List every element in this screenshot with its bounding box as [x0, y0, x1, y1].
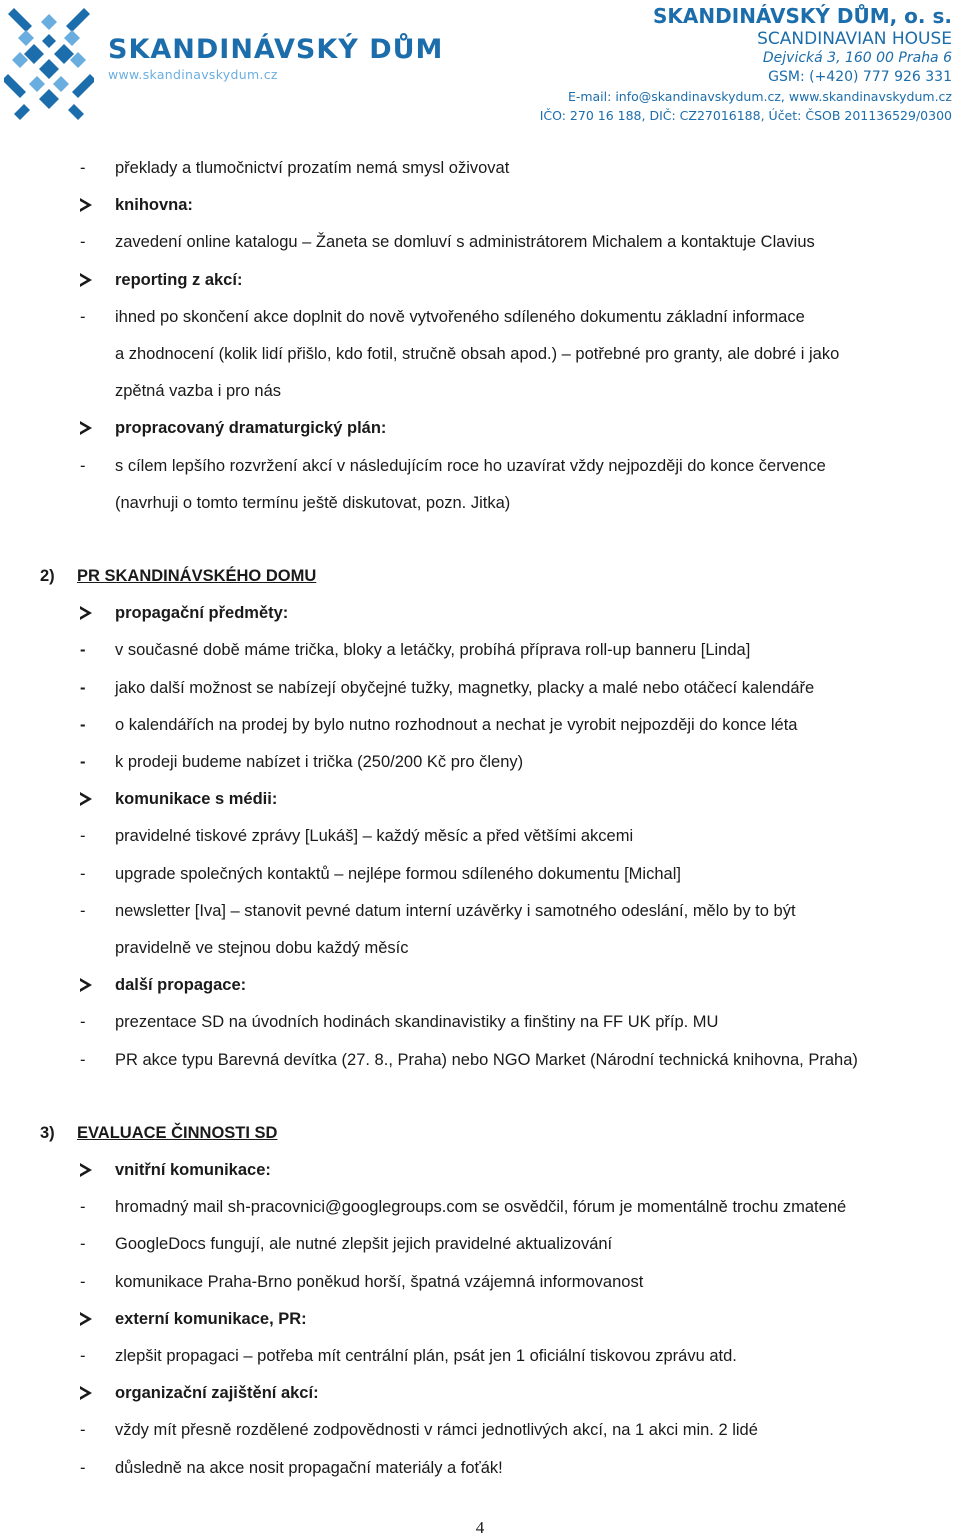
org-phone: GSM: (+420) 777 926 331 — [768, 69, 952, 85]
brand-block — [108, 34, 443, 82]
subheading-text: reporting z akcí: — [115, 270, 243, 289]
item-text: zavedení online katalogu – Žaneta se domluví s administrátorem Michalem a kontaktuje Clavius — [115, 233, 815, 252]
section-heading — [40, 1121, 277, 1145]
brand-website: www.skandinavskydum.cz — [108, 67, 278, 82]
item-text: upgrade společných kontaktů – nejlépe formou sdíleného dokumentu [Michal] — [115, 864, 681, 883]
item-text: zlepšit propagaci – potřeba mít centrální plán, psát jen 1 oficiální tiskovou zprávu atd. — [115, 1347, 737, 1365]
dash-marker: - — [80, 1235, 86, 1254]
subheading-text: další propagace: — [115, 976, 247, 995]
arrow-bullet-icon — [80, 416, 100, 442]
item-text: o kalendářích na prodej by bylo nutno rozhodnout a nechat je vyrobit nejpozději do konce léta — [115, 715, 798, 734]
item-text: PR akce typu Barevná devítka (27. 8., Praha) nebo NGO Market (Národní technická knihovna, Praha) — [115, 1050, 858, 1069]
dash-marker: - — [80, 1421, 86, 1440]
arrow-bullet-icon — [80, 787, 100, 813]
dash-marker: - — [80, 159, 86, 177]
item-text: (navrhuji o tomto termínu ještě diskutovat, pozn. Jitka) — [115, 493, 511, 512]
dash-marker: - — [80, 1458, 86, 1477]
section-title: PR SKANDINÁVSKÉHO DOMU — [77, 567, 317, 585]
org-address: Dejvická 3, 160 00 Praha 6 — [762, 50, 952, 66]
dash-marker: - — [80, 864, 86, 883]
item-text: vždy mít přesně rozdělené zodpovědnosti v rámci jednotlivých akcí, na 1 akci min. 2 lidé — [115, 1421, 758, 1440]
arrow-bullet-icon — [80, 193, 100, 219]
item-text: jako další možnost se nabízejí obyčejné tužky, magnetky, placky a malé nebo otáčecí kalendáře — [115, 678, 815, 697]
page-number: 4 — [475, 1518, 485, 1537]
section-title: EVALUACE ČINNOSTI SD — [77, 1123, 278, 1142]
item-text: s cílem lepšího rozvržení akcí v následujícím roce ho uzavírat vždy nejpozději do konce července — [115, 456, 826, 475]
dash-marker: - — [80, 307, 86, 326]
item-text: v současné době máme trička, bloky a letáčky, probíhá příprava roll-up banneru [Linda] — [115, 641, 751, 660]
arrow-bullet-icon — [80, 1381, 100, 1407]
dash-marker: - — [80, 1050, 86, 1069]
item-text: pravidelně ve stejnou dobu každý měsíc — [115, 939, 409, 957]
section-number: 3) — [40, 1123, 55, 1142]
dash-marker: - — [80, 1272, 86, 1291]
section-number: 2) — [40, 567, 55, 585]
org-name: SKANDINÁVSKÝ DŮM, o. s. — [653, 4, 952, 28]
subheading-text: organizační zajištění akcí: — [115, 1384, 319, 1403]
arrow-bullet-icon — [80, 1158, 100, 1184]
subheading-text: komunikace s médii: — [115, 790, 278, 809]
dash-marker: - — [80, 456, 86, 475]
arrow-bullet-icon — [80, 973, 100, 999]
item-text: překlady a tlumočnictví prozatím nemá smysl oživovat — [115, 159, 510, 177]
org-contact: E-mail: info@skandinavskydum.cz, www.skandinavskydum.cz — [567, 89, 952, 104]
item-text: prezentace SD na úvodních hodinách skandinavistiky a finštiny na FF UK příp. MU — [115, 1013, 719, 1032]
dash-marker: - — [80, 901, 86, 920]
dash-marker: - — [80, 753, 86, 771]
subheading-text: knihovna: — [115, 196, 193, 215]
dash-marker: - — [80, 233, 86, 252]
item-text: důsledně na akce nosit propagační materiály a foťák! — [115, 1458, 503, 1477]
dash-marker: - — [80, 1347, 86, 1365]
item-text: k prodeji budeme nabízet i trička (250/200 Kč pro členy) — [115, 753, 524, 771]
arrow-bullet-icon — [80, 1307, 100, 1333]
subheading-text: vnitřní komunikace: — [115, 1161, 271, 1179]
subheading-text: propracovaný dramaturgický plán: — [115, 419, 387, 438]
item-text: komunikace Praha-Brno poněkud horší, špatná vzájemná informovanost — [115, 1272, 644, 1291]
dash-marker: - — [80, 641, 86, 660]
subheading-text: propagační předměty: — [115, 604, 289, 623]
org-ids: IČO: 270 16 188, DIČ: CZ27016188, Účet: ČSOB 201136529/0300 — [539, 108, 952, 123]
dash-marker: - — [80, 1013, 86, 1032]
section-heading — [40, 564, 316, 588]
arrow-bullet-icon — [80, 268, 100, 294]
org-name-english: SCANDINAVIAN HOUSE — [757, 29, 952, 49]
arrow-bullet-icon — [80, 601, 100, 627]
subheading-text: externí komunikace, PR: — [115, 1309, 307, 1328]
dash-marker: - — [80, 715, 86, 734]
skandinavsky-dum-logo-icon — [4, 4, 94, 126]
item-text: ihned po skončení akce doplnit do nově vytvořeného sdíleného dokumentu základní informace — [115, 307, 805, 326]
item-text: newsletter [Iva] – stanovit pevné datum interní uzávěrky i samotného odeslání, mělo by to být — [115, 901, 796, 920]
letterhead — [0, 0, 960, 132]
brand-name: SKANDINÁVSKÝ DŮM — [108, 34, 444, 65]
item-text: zpětná vazba i pro nás — [115, 382, 282, 401]
item-text: pravidelné tiskové zprávy [Lukáš] – každý měsíc a před většími akcemi — [115, 827, 634, 846]
dash-marker: - — [80, 1198, 86, 1217]
dash-marker: - — [80, 827, 86, 846]
item-text: hromadný mail sh-pracovnici@googlegroups.com se osvědčil, fórum je momentálně trochu zmatené — [115, 1198, 847, 1217]
item-text: GoogleDocs fungují, ale nutné zlepšit jejich pravidelné aktualizování — [115, 1235, 613, 1254]
item-text: a zhodnocení (kolik lidí přišlo, kdo fotil, stručně obsah apod.) – potřebné pro granty, ale dobré i jako — [115, 345, 840, 363]
dash-marker: - — [80, 678, 86, 697]
organization-info — [540, 4, 952, 125]
